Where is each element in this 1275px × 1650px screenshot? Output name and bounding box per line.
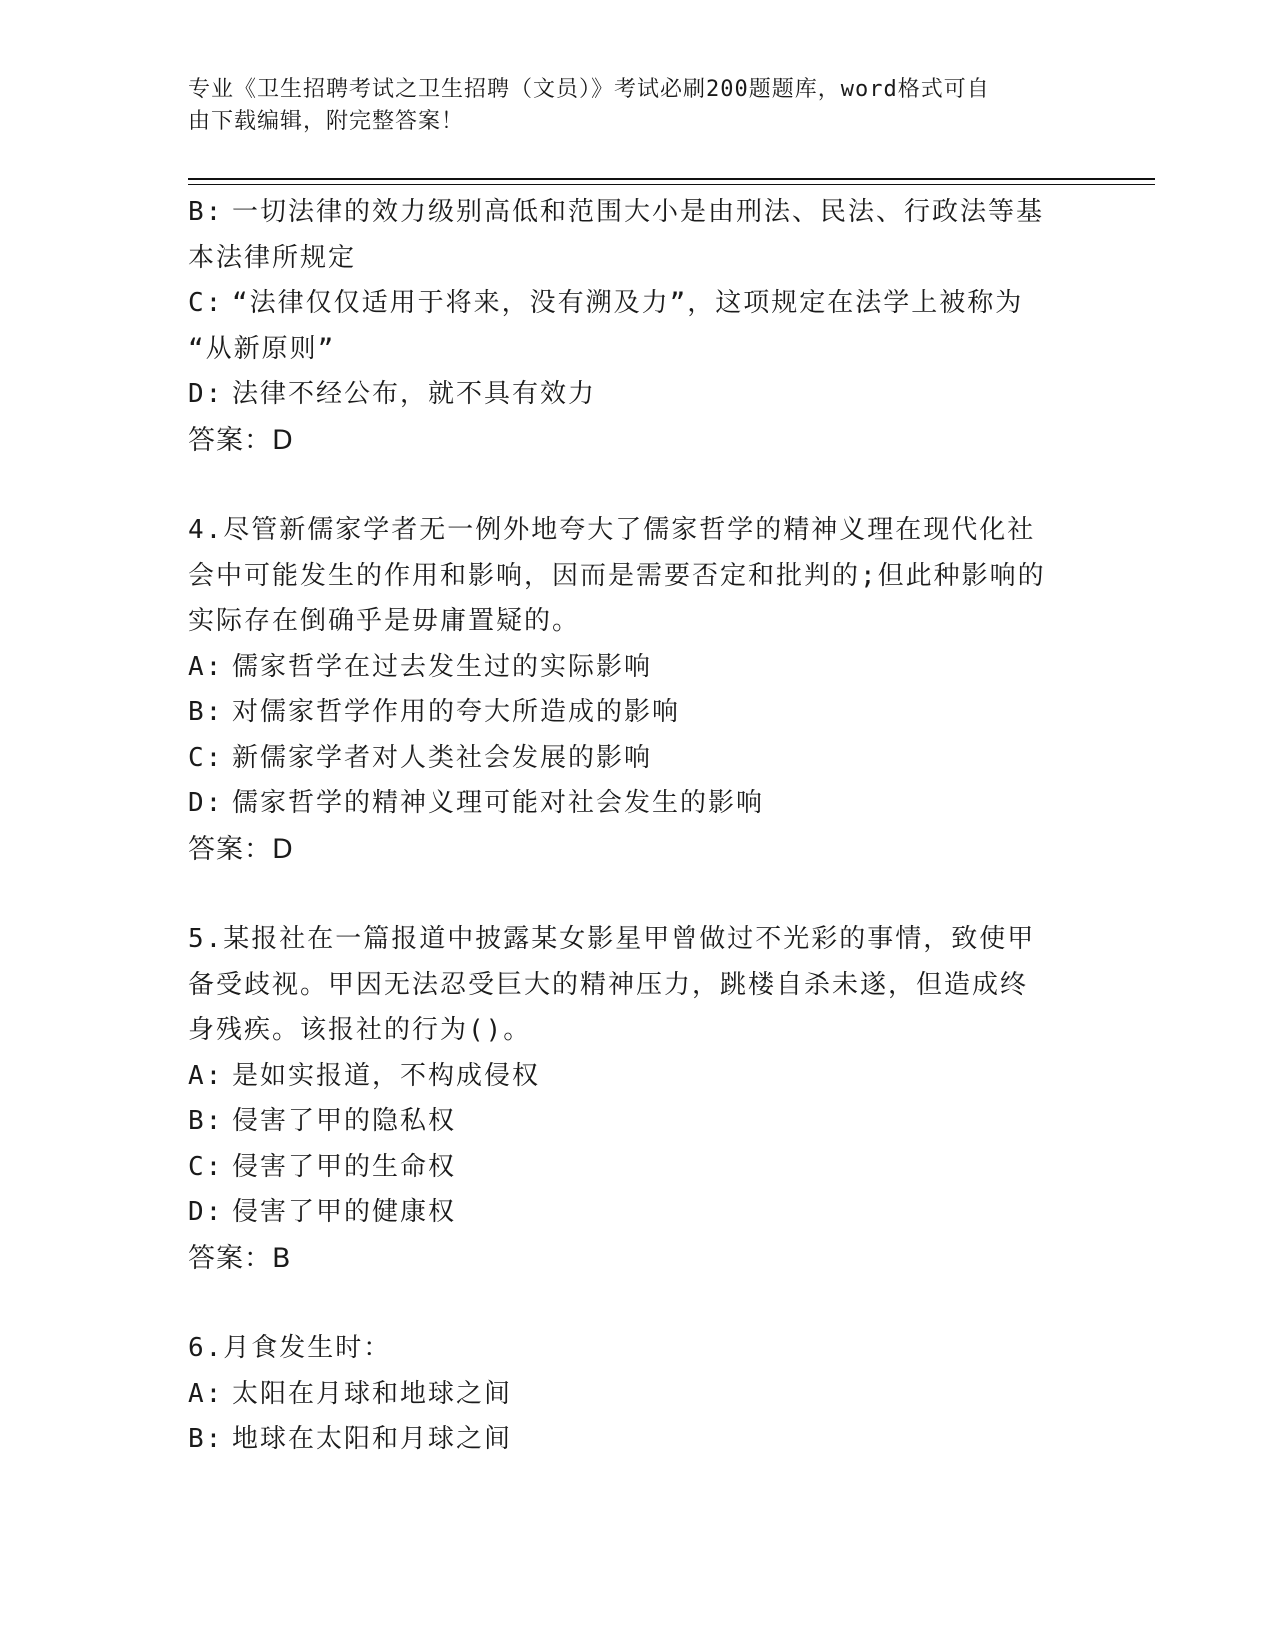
option-key: C: [188, 742, 224, 773]
option-key: B: [188, 1106, 224, 1136]
answer-line: 答案：D [188, 424, 294, 456]
question-content [188, 190, 1088, 1463]
answer-line: 答案：B [188, 1242, 292, 1274]
option-c-continuation: “从新原则” [188, 333, 336, 364]
option-b [188, 690, 1088, 736]
document-header [188, 74, 1058, 138]
option-text: 新儒家学者对人类社会发展的影响 [232, 742, 653, 773]
option-text: 侵害了甲的隐私权 [232, 1106, 457, 1136]
option-a [188, 1372, 1088, 1418]
spacer [188, 463, 1088, 508]
option-c [188, 281, 1088, 327]
question-5 [188, 917, 1088, 1281]
option-text: 儒家哲学的精神义理可能对社会发生的影响 [232, 788, 765, 818]
header-line-1: 专业《卫生招聘考试之卫生招聘（文员）》考试必刷200题题库，word格式可自 [188, 77, 990, 102]
option-key: D: [188, 788, 224, 818]
option-key: C: [188, 288, 224, 318]
question-3 [188, 190, 1088, 463]
option-text: 侵害了甲的生命权 [232, 1151, 457, 1182]
question-stem: 4.尽管新儒家学者无一例外地夸大了儒家哲学的精神义理在现代化社 [188, 515, 1036, 545]
option-d [188, 781, 1088, 827]
option-text: 一切法律的效力级别高低和范围大小是由刑法、民法、行政法等基 [232, 197, 1045, 227]
option-text: “法律仅仅适用于将来，没有溯及力”，这项规定在法学上被称为 [232, 288, 1024, 318]
question-stem: 6.月食发生时： [188, 1333, 392, 1363]
option-text: 对儒家哲学作用的夸大所造成的影响 [232, 697, 681, 727]
option-text: 是如实报道，不构成侵权 [232, 1060, 541, 1091]
option-key: B: [188, 697, 224, 727]
option-text: 儒家哲学在过去发生过的实际影响 [232, 651, 653, 682]
option-d [188, 1190, 1088, 1236]
question-stem: 身残疾。该报社的行为()。 [188, 1015, 532, 1045]
header-divider-top [188, 178, 1155, 180]
option-text: 太阳在月球和地球之间 [232, 1378, 513, 1409]
spacer [188, 1281, 1088, 1326]
question-6 [188, 1326, 1088, 1463]
question-4 [188, 508, 1088, 872]
answer-line: 答案：D [188, 833, 294, 865]
question-stem: 备受歧视。甲因无法忍受巨大的精神压力，跳楼自杀未遂，但造成终 [188, 969, 1029, 1000]
option-key: A: [188, 1060, 224, 1091]
question-stem: 5.某报社在一篇报道中披露某女影星甲曾做过不光彩的事情，致使甲 [188, 924, 1036, 954]
option-key: A: [188, 1378, 224, 1409]
option-a [188, 645, 1088, 691]
option-b [188, 190, 1088, 236]
option-key: D: [188, 1197, 224, 1227]
option-b-continuation: 本法律所规定 [188, 242, 357, 273]
option-d [188, 372, 1088, 418]
option-key: B: [188, 1424, 224, 1454]
header-divider-bottom [188, 184, 1155, 185]
option-key: C: [188, 1151, 224, 1182]
option-text: 侵害了甲的健康权 [232, 1197, 457, 1227]
option-key: D: [188, 379, 224, 409]
question-stem: 会中可能发生的作用和影响，因而是需要否定和批判的;但此种影响的 [188, 560, 1046, 591]
option-a [188, 1054, 1088, 1100]
option-text: 地球在太阳和月球之间 [232, 1424, 513, 1454]
spacer [188, 872, 1088, 917]
option-key: B: [188, 197, 224, 227]
option-text: 法律不经公布，就不具有效力 [232, 379, 597, 409]
question-stem: 实际存在倒确乎是毋庸置疑的。 [188, 606, 581, 636]
option-key: A: [188, 651, 224, 682]
header-line-2: 由下载编辑，附完整答案！ [188, 109, 465, 134]
option-b [188, 1417, 1088, 1463]
option-c [188, 1145, 1088, 1191]
option-c [188, 736, 1088, 782]
option-b [188, 1099, 1088, 1145]
